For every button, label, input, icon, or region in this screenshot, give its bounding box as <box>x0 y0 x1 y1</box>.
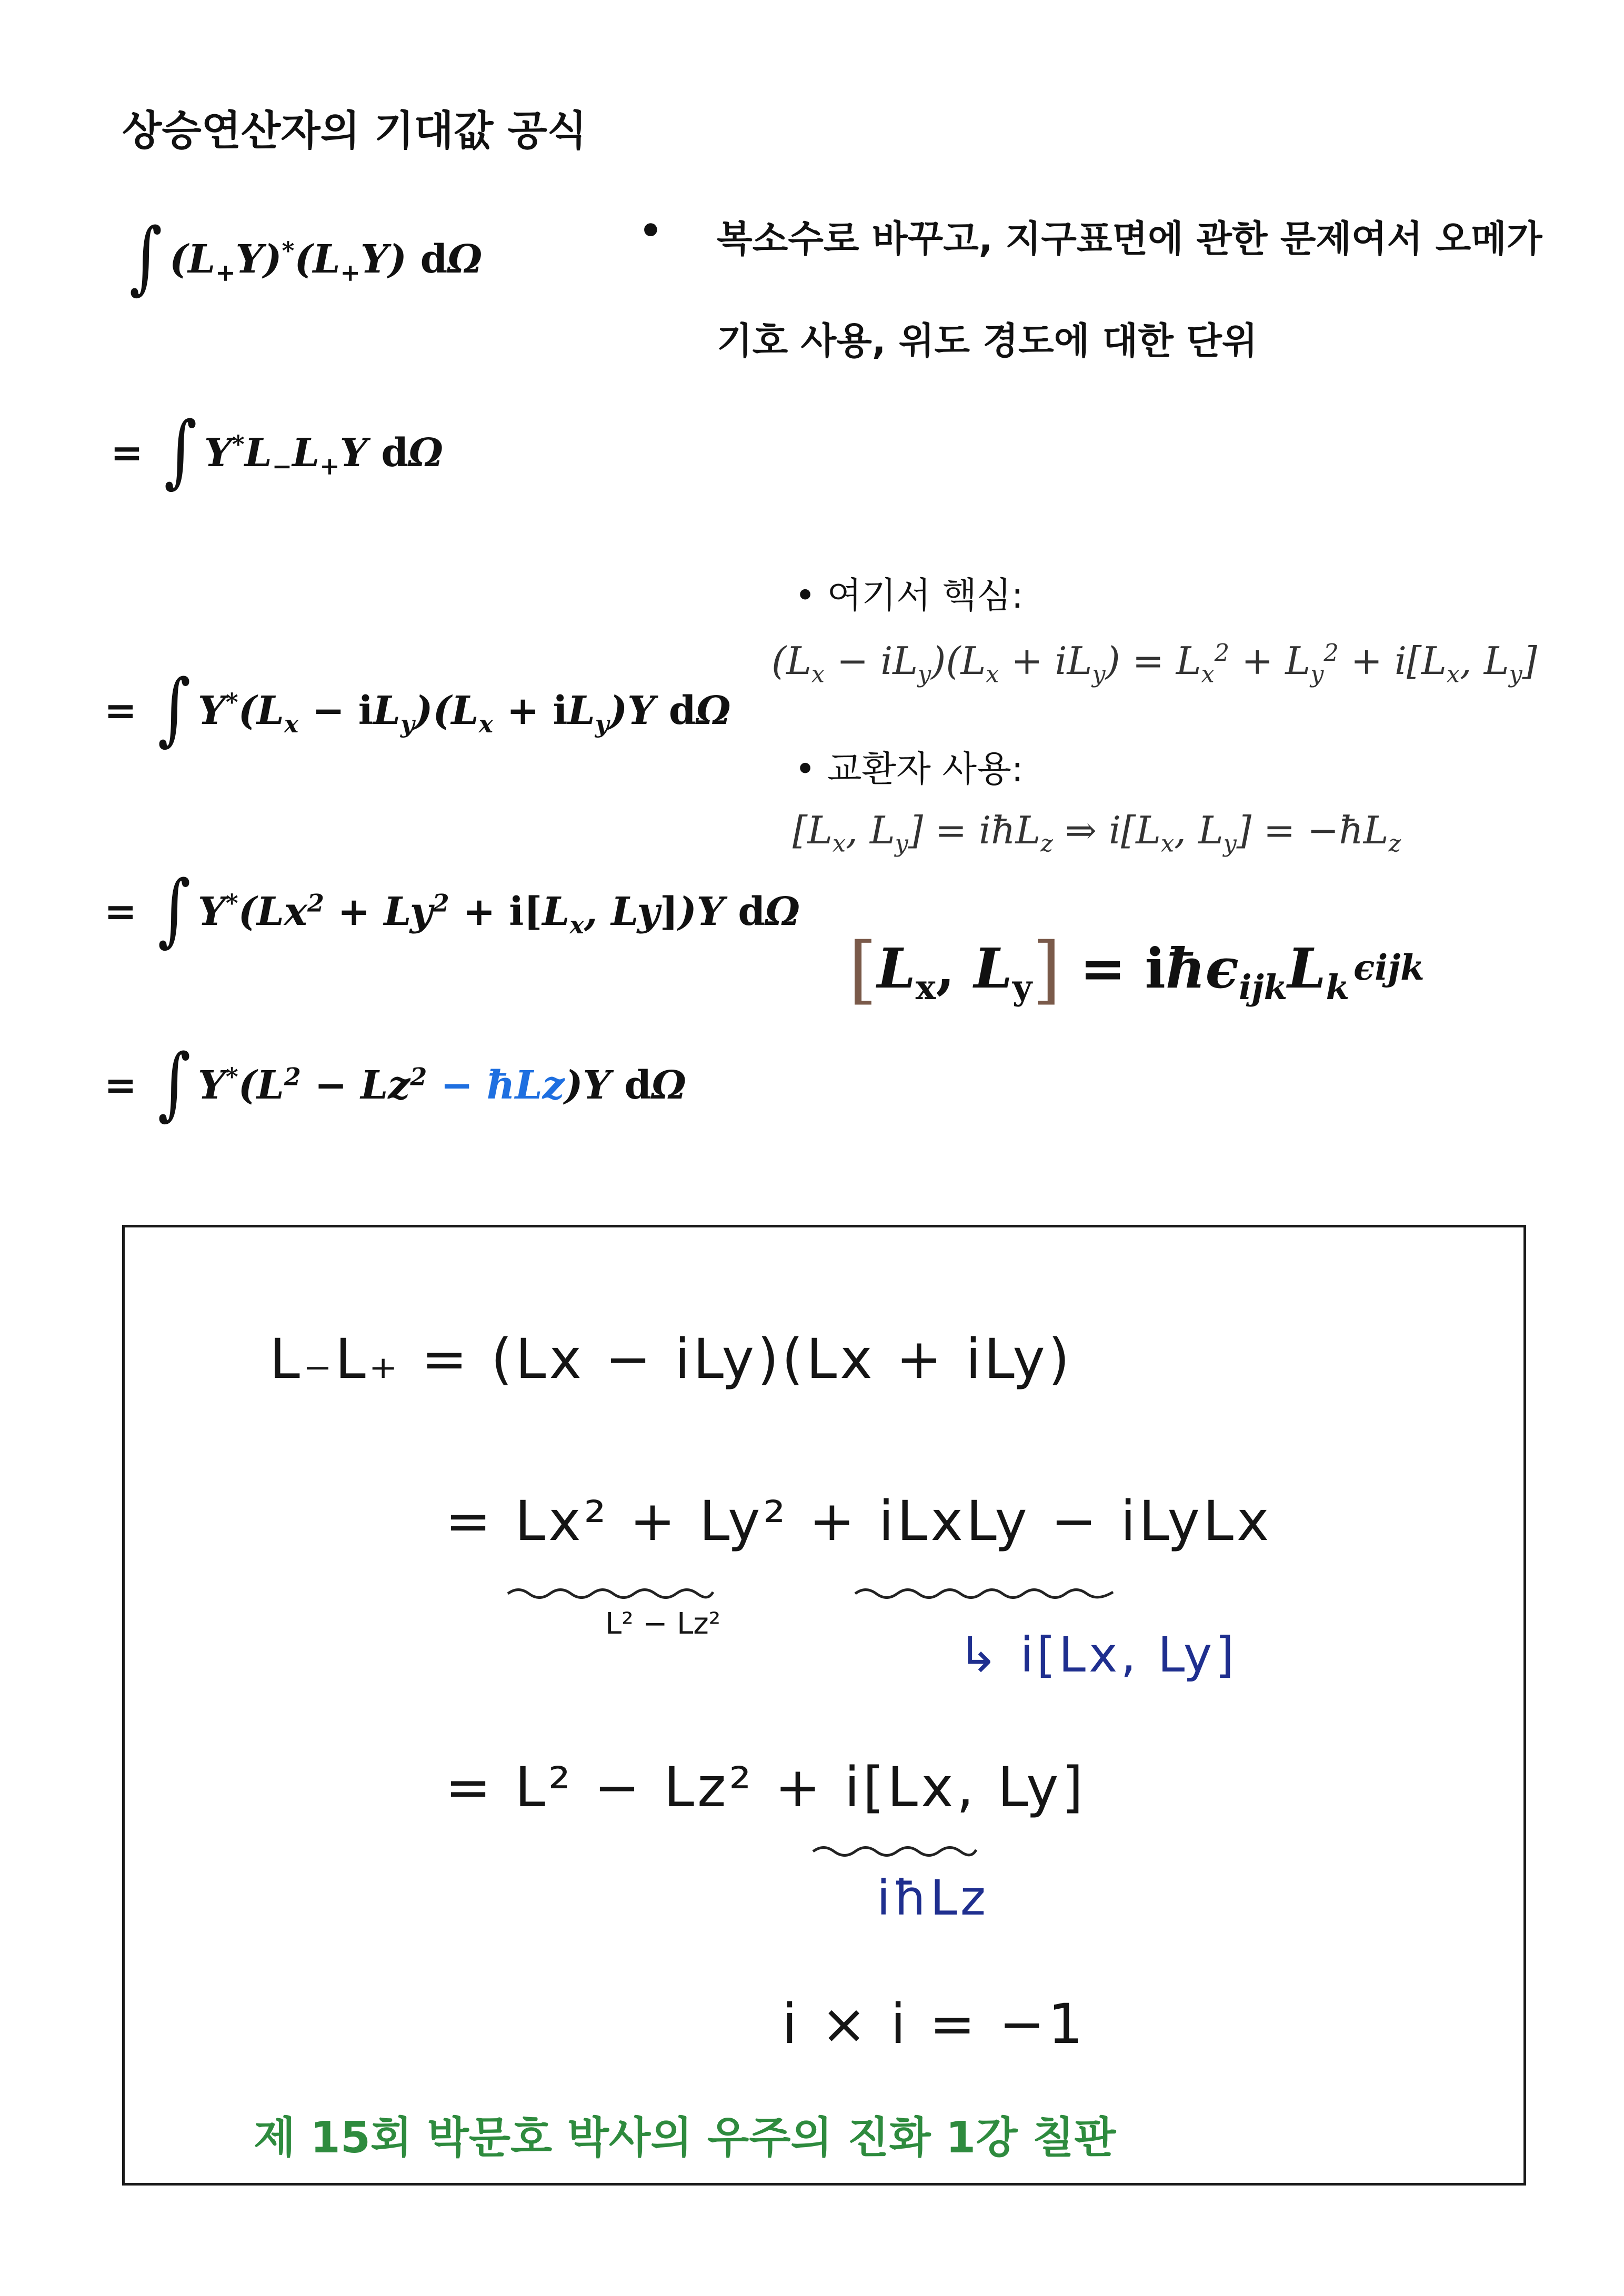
squiggle-underline-line-3 <box>810 1838 979 1859</box>
bullet-line-1: 복소수로 바꾸고, 지구표면에 관한 문제여서 오메가 <box>717 217 1542 260</box>
page-title: 상승연산자의 기대값 공식 <box>122 107 587 155</box>
board-caption: 제 15회 박문호 박사의 우주의 진화 1강 칠판 <box>254 2113 1116 2163</box>
equation-3: = ∫ $Y^*(L_x - iL_y)(L_x + iL_y)Y$ dΩ <box>104 663 731 754</box>
key-label: • 여기서 핵심: <box>795 575 1024 617</box>
board-line-1: L₋L₊ = (Lx − iLy)(Lx + iLy) <box>269 1327 1073 1391</box>
board-under-line-3: iħLz <box>877 1870 989 1926</box>
board-under-left: L² − Lz² <box>605 1607 721 1641</box>
levi-civita-symbol: ϵijk <box>1354 947 1425 988</box>
equation-4: = ∫ $Y^*(Lx^2 + Ly^2 + i[L_x$, Ly])Y dΩ <box>104 864 800 955</box>
squiggle-underline-right <box>853 1580 1116 1602</box>
commutator-equation: [$L_x$, $L_y$] = iħL$_z$ ⇒ $i[L_x$, $L_y$] = $-ħL_z$ <box>793 808 1401 858</box>
commutator-label: • 교환자 사용: <box>795 749 1024 790</box>
commutator-big: [$L_x$, $L_y$] = $iħ\epsilon_{ijk}L_k$ <box>848 927 1350 1013</box>
equation-1: ∫ $(L_+Y)^*(L_+Y)$ dΩ <box>129 212 483 303</box>
bullet-line-2: 기호 사용, 위도 경도에 대한 단위 <box>717 319 1258 362</box>
key-equation: $(L_x - iL_y)(L_x + iL_y) = L_x^2 + L_y^2 + i[L_x$, $L_y$] <box>771 639 1537 688</box>
board-line-2: = Lx² + Ly² + iLxLy − iLyLx <box>445 1489 1272 1553</box>
equation-2: = ∫ $Y^*L_-L_+Y$ dΩ <box>111 405 443 497</box>
equation-5: = ∫ $Y^*(L^2 - Lz^2$ − ħLz)Y dΩ <box>104 1038 686 1129</box>
board-line-3: = L² − Lz² + i[Lx, Ly] <box>445 1755 1087 1819</box>
board-line-4: i × i = −1 <box>782 1992 1086 2056</box>
board-under-right: ↳ i[Lx, Ly] <box>958 1627 1238 1683</box>
squiggle-underline-left <box>505 1580 716 1602</box>
hbar-lz-highlight: − ħLz <box>440 1063 565 1108</box>
bullet-dot: • <box>639 209 663 253</box>
